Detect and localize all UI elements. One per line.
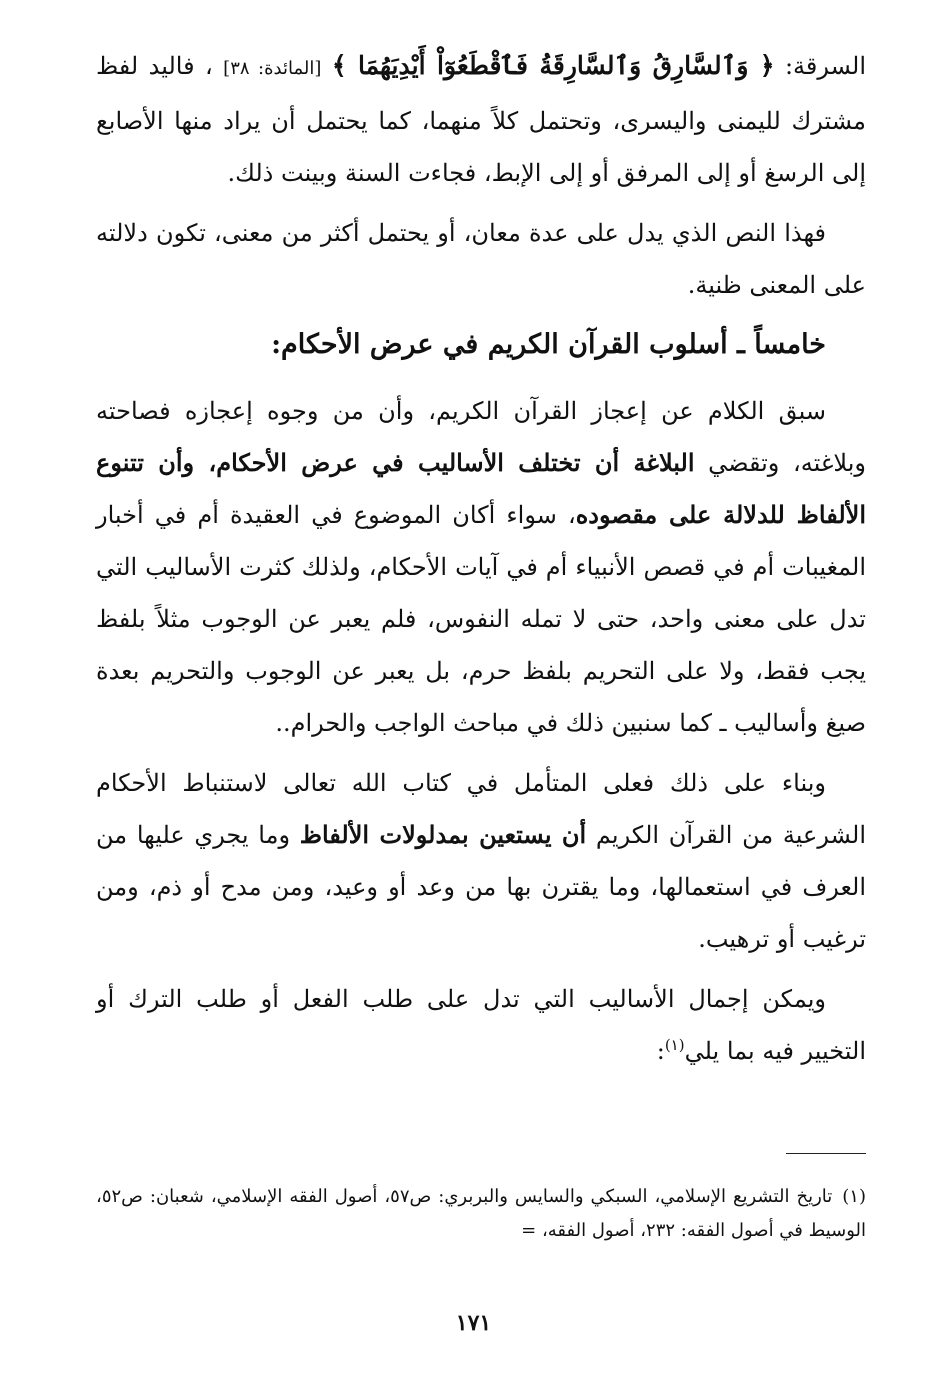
paragraph-quran-style [96,385,866,749]
footnote-reference[interactable]: (١) [664,1036,685,1054]
footnote-text: تاريخ التشريع الإسلامي، السبكي والسايس والبربري: ص٥٧، أصول الفقه الإسلامي، شعبان: ص٥٢، الوسيط في أصول الفقه: ٢٣٢، أصول الفقه، = [96,1186,866,1241]
paragraph-summary [96,973,866,1077]
paragraph-deduction [96,757,866,965]
paragraph-text: ، فاليد لفظ مشترك لليمنى واليسرى، وتحتمل كلاً منهما، كما يحتمل أن يراد منها الأصابع إلى الرسغ أو إلى المرفق أو إلى الإبط، فجاءت السنة وبينت ذلك. [96,52,866,187]
paragraph-text: ويمكن إجمال الأساليب التي تدل على طلب الفعل أو طلب الترك أو التخيير فيه بما يلي [96,985,866,1065]
paragraph-text: وبناء على ذلك فعلى المتأمل في كتاب الله تعالى لاستنباط الأحكام الشرعية من القرآن الكريم [96,769,866,849]
footnote-separator [786,1153,866,1154]
quran-reference: [المائدة: ٣٨] [223,58,322,79]
paragraph-text: سبق الكلام عن إعجاز القرآن الكريم، وأن من وجوه إعجازه فصاحته وبلاغته، وتقضي [96,397,866,477]
paragraph-text-meaning: فهذا النص الذي يدل على عدة معان، أو يحتمل أكثر من معنى، تكون دلالته على المعنى ظنية. [96,219,866,299]
paragraph-text: ، سواء أكان الموضوع في العقيدة أم في أخبار المغيبات أم في قصص الأنبياء أم في آيات الأحكام، ولذلك كثرت الأساليب التي تدل على معنى واحد، حتى لا تمله النفوس، فلم يعبر عن الوجوب مثلاً بلفظ يجب فقط، ولا على التحريم بلفظ حرم، بل يعبر عن الوجوب والتحريم بعدة صيغ وأساليب ـ كما سنبين ذلك في مباحث الواجب والحرام.. [96,501,866,737]
paragraph-text: وما يجري عليها من العرف في استعمالها، وما يقترن بها من وعد أو وعيد، ومن مدح أو ذم، ومن ترغيب أو ترهيب. [96,821,866,953]
section-heading: خامساً ـ أسلوب القرآن الكريم في عرض الأحكام: [271,329,826,360]
footnote [96,1180,866,1248]
paragraph-intro: السرقة: [774,52,866,80]
quran-verse: ﴿ وَٱلسَّارِقُ وَٱلسَّارِقَةُ فَٱقْطَعُوٓاْ أَيْدِيَهُمَا ﴾ [331,51,775,80]
bold-emphasis: البلاغة أن تختلف الأساليب في عرض الأحكام، وأن تتنوع الألفاظ للدلالة على مقصوده [96,448,867,529]
bold-emphasis: أن يستعين بمدلولات الألفاظ [299,820,587,849]
page-number: ١٧١ [455,1310,492,1336]
page-body [96,40,866,1085]
footnote-marker: (١) [842,1186,866,1207]
paragraph-text: : [656,1037,665,1065]
paragraph-theft-verse [96,40,866,199]
